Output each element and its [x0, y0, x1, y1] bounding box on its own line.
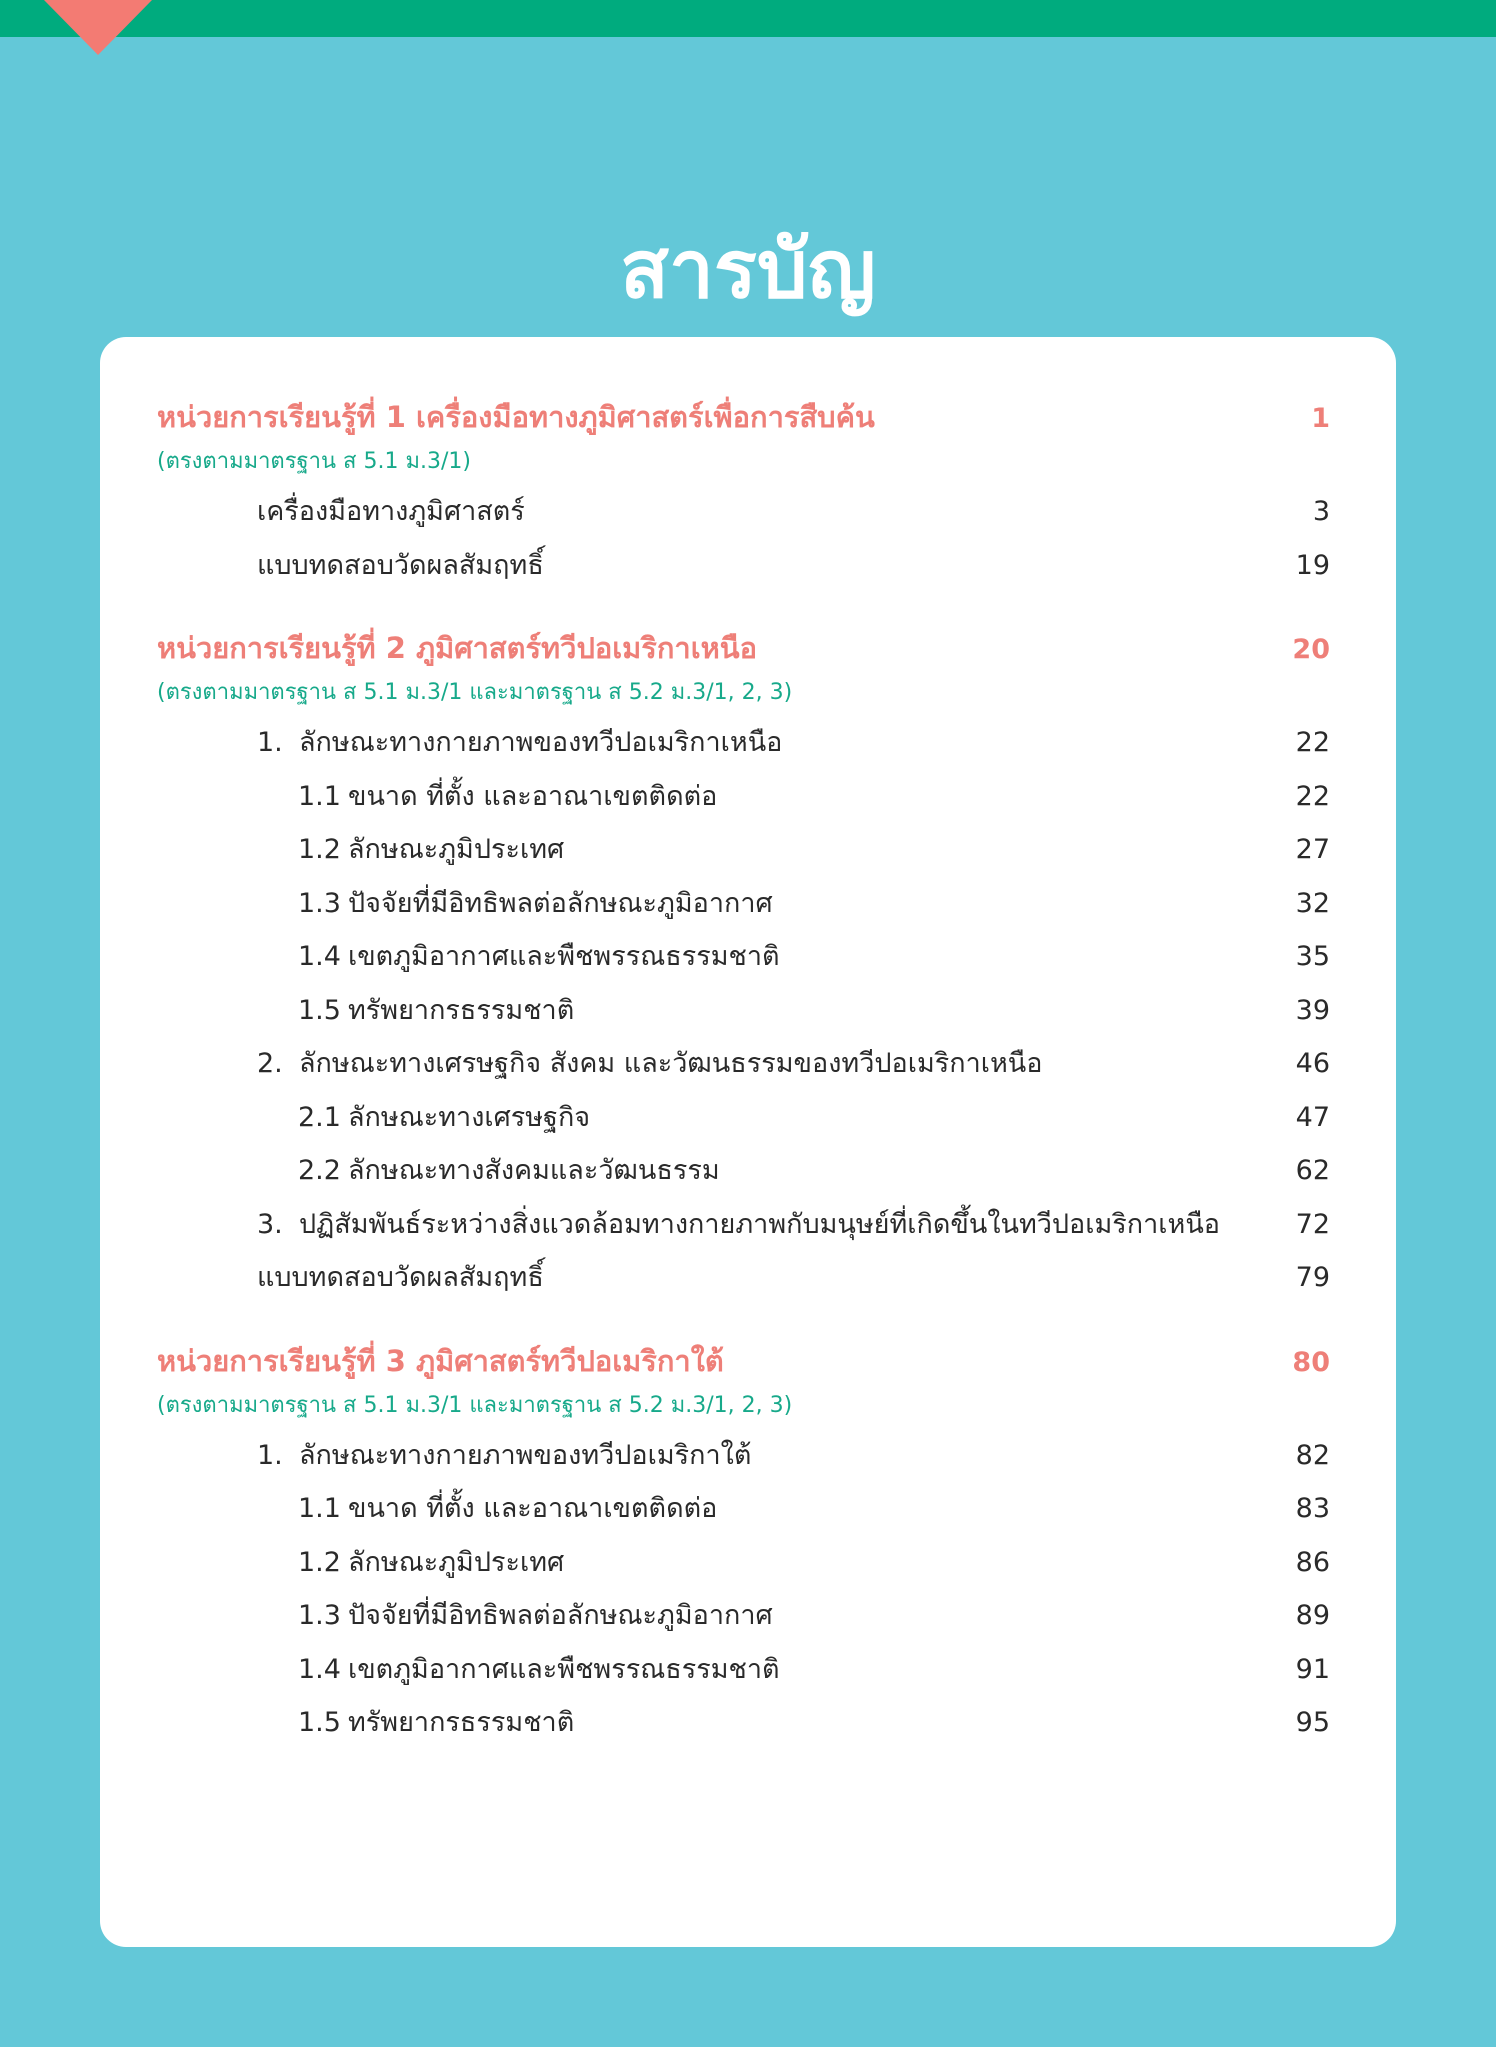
toc-subentry[interactable] [157, 1696, 1330, 1750]
toc-entry-page: 79 [1295, 1262, 1330, 1293]
toc-entry-page: 62 [1295, 1155, 1330, 1186]
page-title: สารบัญ [620, 223, 876, 316]
toc-entry-label: เขตภูมิอากาศและพืชพรรณธรรมชาติ [348, 941, 780, 972]
toc-subentry[interactable] [157, 1536, 1330, 1590]
unit-heading-row[interactable] [157, 626, 1330, 672]
toc-entry-page: 22 [1295, 780, 1330, 812]
toc-entry-page: 89 [1295, 1600, 1330, 1631]
toc-entry-label: ทรัพยากรธรรมชาติ [348, 1707, 575, 1738]
toc-subentry[interactable] [157, 877, 1330, 931]
unit-standard: (ตรงตามมาตรฐาน ส 5.1 ม.3/1) [157, 449, 471, 474]
unit-heading: หน่วยการเรียนรู้ที่ 1 เครื่องมือทางภูมิศาสตร์เพื่อการสืบค้น [157, 400, 875, 434]
toc-entry-label: แบบทดสอบวัดผลสัมฤทธิ์ [257, 1262, 544, 1293]
toc-entry-label: ลักษณะทางกายภาพของทวีปอเมริกาใต้ [299, 1439, 752, 1471]
toc-subentry[interactable] [157, 823, 1330, 877]
toc-entry-label: ลักษณะทางเศรษฐกิจ สังคม และวัฒนธรรมของทวีปอเมริกาเหนือ [299, 1048, 1043, 1079]
table-of-contents-card [100, 337, 1396, 1947]
toc-entry-label: ขนาด ที่ตั้ง และอาณาเขตติดต่อ [348, 780, 718, 812]
unit-standard: (ตรงตามมาตรฐาน ส 5.1 ม.3/1 และมาตรฐาน ส 5.2 ม.3/1, 2, 3) [157, 680, 793, 705]
toc-entry-label: ทรัพยากรธรรมชาติ [348, 994, 575, 1026]
toc-entry-number: 1.2 [298, 834, 341, 865]
toc-entry-label: ปัจจัยที่มีอิทธิพลต่อลักษณะภูมิอากาศ [348, 1600, 773, 1631]
toc-entry-number: 1.5 [298, 994, 341, 1026]
toc-entry[interactable] [157, 485, 1330, 539]
toc-subentry[interactable] [157, 1589, 1330, 1643]
toc-entry-number: 1.2 [298, 1546, 341, 1578]
unit-section-2 [157, 626, 1330, 1305]
toc-entry-label: ลักษณะภูมิประเทศ [348, 1546, 565, 1578]
toc-entry-label: ขนาด ที่ตั้ง และอาณาเขตติดต่อ [348, 1493, 718, 1524]
toc-entry-page: 19 [1295, 549, 1330, 581]
toc-entry-number: 2.1 [298, 1101, 341, 1133]
toc-subentry[interactable] [157, 930, 1330, 984]
unit-page-number: 80 [1292, 1346, 1330, 1378]
unit-page-number: 1 [1311, 403, 1330, 434]
unit-heading: หน่วยการเรียนรู้ที่ 3 ภูมิศาสตร์ทวีปอเมริกาใต้ [157, 1343, 724, 1378]
toc-entry-page: 22 [1295, 727, 1330, 758]
toc-subentry[interactable] [157, 1643, 1330, 1697]
toc-entry-number: 1.3 [298, 1600, 341, 1631]
toc-entry-page: 86 [1295, 1546, 1330, 1578]
toc-entry-number: 1. [257, 727, 283, 758]
toc-entry[interactable] [157, 716, 1330, 770]
toc-entry-number: 1.1 [298, 1493, 341, 1524]
toc-entry-page: 91 [1295, 1653, 1330, 1685]
toc-entry-page: 95 [1295, 1707, 1330, 1738]
toc-entry-number: 3. [257, 1208, 283, 1240]
toc-entry-label: ลักษณะทางกายภาพของทวีปอเมริกาเหนือ [299, 727, 783, 758]
toc-subentry[interactable] [157, 1091, 1330, 1145]
toc-body [100, 337, 1396, 1750]
toc-entry-page: 35 [1295, 941, 1330, 972]
toc-entry-page: 3 [1312, 496, 1330, 527]
toc-entry-page: 39 [1295, 994, 1330, 1026]
toc-subentry[interactable] [157, 1482, 1330, 1536]
unit-standard: (ตรงตามมาตรฐาน ส 5.1 ม.3/1 และมาตรฐาน ส 5.2 ม.3/1, 2, 3) [157, 1392, 793, 1418]
toc-subentry[interactable] [157, 770, 1330, 824]
toc-entry-label: ลักษณะภูมิประเทศ [348, 834, 565, 865]
toc-entry-page: 46 [1295, 1048, 1330, 1079]
unit-heading: หน่วยการเรียนรู้ที่ 2 ภูมิศาสตร์ทวีปอเมริกาเหนือ [157, 631, 757, 665]
toc-entry-label: เครื่องมือทางภูมิศาสตร์ [257, 496, 525, 527]
toc-entry-label: แบบทดสอบวัดผลสัมฤทธิ์ [257, 549, 544, 581]
toc-entry-number: 2.2 [298, 1155, 341, 1186]
toc-subentry[interactable] [157, 984, 1330, 1038]
toc-entry[interactable] [157, 1429, 1330, 1483]
toc-entry-label: ลักษณะทางสังคมและวัฒนธรรม [348, 1155, 720, 1186]
toc-entry-page: 82 [1295, 1439, 1330, 1471]
toc-entry-page: 47 [1295, 1101, 1330, 1133]
unit-page-number: 20 [1292, 634, 1330, 665]
toc-entry-number: 1.4 [298, 1653, 341, 1685]
toc-entry-label: ปฏิสัมพันธ์ระหว่างสิ่งแวดล้อมทางกายภาพกับมนุษย์ที่เกิดขึ้นในทวีปอเมริกาเหนือ [299, 1208, 1221, 1240]
unit-section-3 [157, 1339, 1330, 1750]
toc-entry-label: เขตภูมิอากาศและพืชพรรณธรรมชาติ [348, 1653, 780, 1685]
unit-heading-row[interactable] [157, 395, 1330, 441]
toc-entry-page: 27 [1295, 834, 1330, 865]
toc-entry-number: 1.3 [298, 887, 341, 919]
toc-entry-number: 2. [257, 1048, 283, 1079]
toc-entry[interactable] [157, 539, 1330, 593]
toc-entry-label: ลักษณะทางเศรษฐกิจ [348, 1101, 591, 1133]
toc-entry-number: 1.5 [298, 1707, 341, 1738]
toc-entry[interactable] [157, 1037, 1330, 1091]
toc-entry-label: ปัจจัยที่มีอิทธิพลต่อลักษณะภูมิอากาศ [348, 887, 773, 919]
corner-triangle-marker [44, 0, 152, 55]
toc-entry[interactable] [157, 1198, 1330, 1252]
unit-heading-row[interactable] [157, 1339, 1330, 1385]
toc-entry-number: 1. [257, 1439, 283, 1471]
toc-entry-number: 1.1 [298, 780, 341, 812]
toc-entry-page: 83 [1295, 1493, 1330, 1524]
toc-subentry[interactable] [157, 1144, 1330, 1198]
toc-entry-page: 32 [1295, 887, 1330, 919]
toc-entry-page: 72 [1295, 1208, 1330, 1240]
top-color-bar [0, 0, 1496, 37]
unit-section-1 [157, 395, 1330, 592]
toc-entry-number: 1.4 [298, 941, 341, 972]
toc-entry[interactable] [157, 1251, 1330, 1305]
